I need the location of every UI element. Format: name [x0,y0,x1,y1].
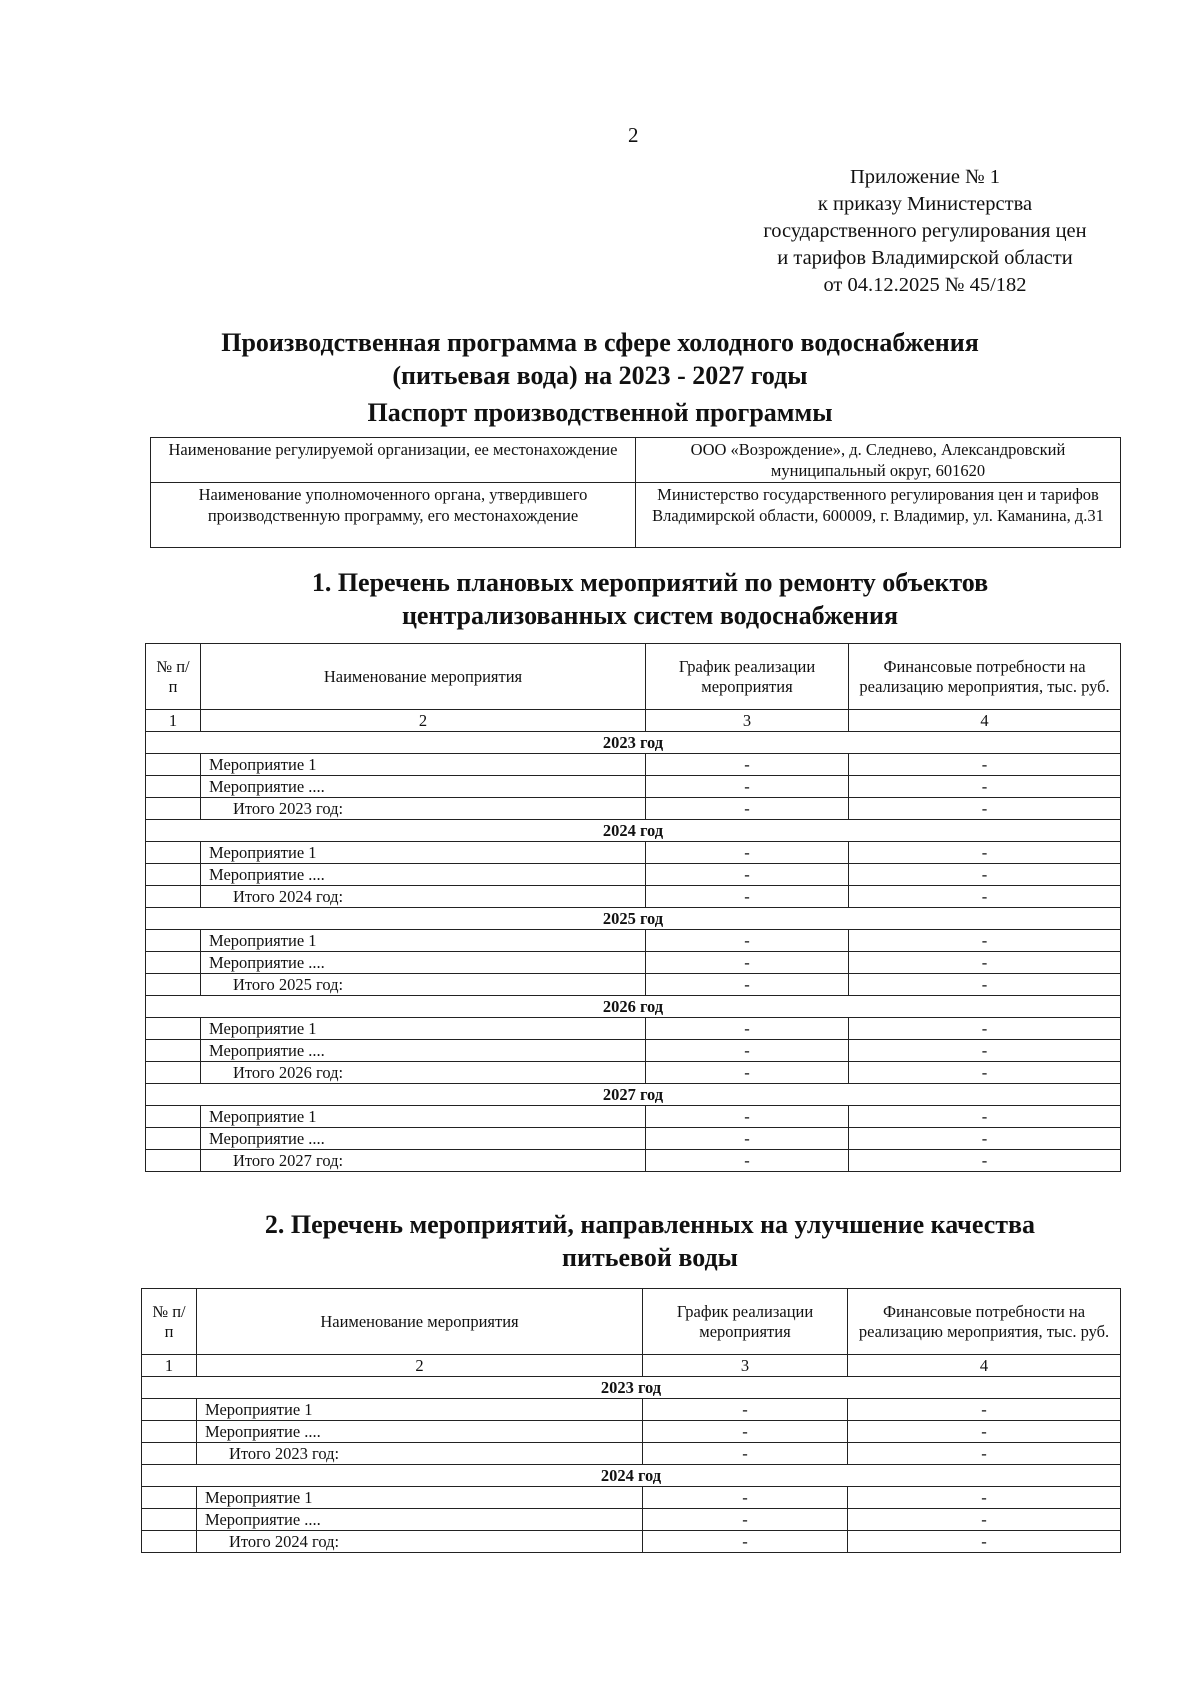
year-label: 2027 год [146,1084,1121,1106]
schedule-value: - [646,842,849,864]
row-number [142,1443,197,1465]
header-finance: Финансовые потребности на реализацию мероприятия, тыс. руб. [848,1289,1121,1355]
table-row [146,952,1121,974]
row-number [146,798,201,820]
year-row [146,732,1121,754]
finance-value: - [849,886,1121,908]
header-schedule: График реализации мероприятия [643,1289,848,1355]
row-number [146,776,201,798]
measure-name: Мероприятие 1 [197,1487,643,1509]
section-title-line: централизованных систем водоснабжения [401,601,899,630]
year-label: 2025 год [146,908,1121,930]
total-label: Итого 2024 год: [201,886,646,908]
finance-value: - [848,1421,1121,1443]
table-row [142,1399,1121,1421]
header-num: № п/п [146,644,201,710]
measure-name: Мероприятие 1 [201,754,646,776]
finance-value: - [849,864,1121,886]
schedule-value: - [646,754,849,776]
quality-measures-table [141,1288,1121,1553]
year-label: 2024 год [146,820,1121,842]
finance-value: - [849,776,1121,798]
table-row [146,1150,1121,1172]
year-row [142,1465,1121,1487]
table-row [142,1509,1121,1531]
schedule-value: - [646,1040,849,1062]
schedule-value: - [643,1531,848,1553]
measure-name: Мероприятие .... [197,1421,643,1443]
table-row [146,864,1121,886]
passport-label: Наименование уполномоченного органа, утвердившего производственную программу, его местонахождение [151,483,636,548]
table-row [146,974,1121,996]
program-title-line: (питьевая вода) на 2023 - 2027 годы [392,361,808,390]
column-number: 3 [646,710,849,732]
header-name: Наименование мероприятия [197,1289,643,1355]
program-title-line: Производственная программа в сфере холодного водоснабжения [221,328,979,357]
repair-measures-table [145,643,1121,1172]
schedule-value: - [646,864,849,886]
schedule-value: - [643,1421,848,1443]
finance-value: - [849,1106,1121,1128]
table-body [146,644,1121,1172]
header-row [146,644,1121,710]
appendix-line: государственного регулирования цен [763,220,1087,242]
row-number [146,1106,201,1128]
column-number: 1 [142,1355,197,1377]
measure-name: Мероприятие 1 [201,842,646,864]
appendix-line: и тарифов Владимирской области [777,247,1073,269]
schedule-value: - [646,798,849,820]
finance-value: - [849,1062,1121,1084]
header-finance: Финансовые потребности на реализацию мероприятия, тыс. руб. [849,644,1121,710]
total-label: Итого 2027 год: [201,1150,646,1172]
measure-name: Мероприятие .... [201,952,646,974]
schedule-value: - [643,1399,848,1421]
row-number [142,1531,197,1553]
schedule-value: - [646,930,849,952]
header-schedule: График реализации мероприятия [646,644,849,710]
total-label: Итого 2024 год: [197,1531,643,1553]
row-number [142,1399,197,1421]
schedule-value: - [646,1128,849,1150]
total-label: Итого 2025 год: [201,974,646,996]
column-number-row [146,710,1121,732]
table-body [142,1289,1121,1553]
section-title-line: 1. Перечень плановых мероприятий по ремонту объектов [311,568,989,597]
table-row [146,842,1121,864]
table-row [146,930,1121,952]
total-label: Итого 2026 год: [201,1062,646,1084]
row-number [146,1150,201,1172]
column-number: 3 [643,1355,848,1377]
schedule-value: - [646,1062,849,1084]
finance-value: - [849,1150,1121,1172]
column-number: 4 [848,1355,1121,1377]
row-number [146,1128,201,1150]
finance-value: - [849,798,1121,820]
row-number [142,1487,197,1509]
measure-name: Мероприятие 1 [201,1106,646,1128]
passport-title: Паспорт производственной программы [367,398,833,427]
table-row [142,1443,1121,1465]
finance-value: - [848,1443,1121,1465]
row-number [146,974,201,996]
finance-value: - [849,974,1121,996]
section2-title [150,1208,1150,1274]
row-number [146,1040,201,1062]
schedule-value: - [643,1443,848,1465]
finance-value: - [848,1399,1121,1421]
schedule-value: - [646,886,849,908]
total-label: Итого 2023 год: [201,798,646,820]
table-row [146,886,1121,908]
measure-name: Мероприятие .... [201,1128,646,1150]
year-label: 2023 год [142,1377,1121,1399]
finance-value: - [849,842,1121,864]
schedule-value: - [646,952,849,974]
year-row [146,820,1121,842]
schedule-value: - [646,776,849,798]
row-number [146,754,201,776]
finance-value: - [849,952,1121,974]
table-row [146,754,1121,776]
year-label: 2024 год [142,1465,1121,1487]
finance-value: - [849,1128,1121,1150]
appendix-line: к приказу Министерства [817,193,1033,215]
finance-value: - [849,930,1121,952]
table-row [146,798,1121,820]
header-num: № п/п [142,1289,197,1355]
year-row [146,1084,1121,1106]
passport-value: ООО «Возрождение», д. Следнево, Александровский муниципальный округ, 601620 [636,438,1121,483]
table-row [146,1128,1121,1150]
appendix-line: от 04.12.2025 № 45/182 [823,274,1027,296]
passport-row [151,483,1121,548]
table-row [146,1062,1121,1084]
table-row [146,1018,1121,1040]
year-label: 2026 год [146,996,1121,1018]
appendix-block [700,164,1150,299]
passport-label: Наименование регулируемой организации, ее местонахождение [151,438,636,483]
schedule-value: - [646,1150,849,1172]
table-row [142,1421,1121,1443]
measure-name: Мероприятие .... [201,864,646,886]
row-number [142,1509,197,1531]
year-row [146,908,1121,930]
finance-value: - [849,1018,1121,1040]
header-row [142,1289,1121,1355]
section-title-line: питьевой воды [562,1243,738,1272]
passport-value: Министерство государственного регулирования цен и тарифов Владимирской области, 600009, г. Владимир, ул. Каманина, д.31 [636,483,1121,548]
finance-value: - [849,1040,1121,1062]
section-title-line: 2. Перечень мероприятий, направленных на улучшение качества [264,1210,1036,1239]
finance-value: - [848,1509,1121,1531]
row-number [146,842,201,864]
program-title [100,326,1100,392]
measure-name: Мероприятие .... [201,776,646,798]
schedule-value: - [643,1487,848,1509]
measure-name: Мероприятие 1 [197,1399,643,1421]
total-label: Итого 2023 год: [197,1443,643,1465]
year-row [146,996,1121,1018]
measure-name: Мероприятие 1 [201,930,646,952]
table-row [146,776,1121,798]
year-row [142,1377,1121,1399]
row-number [146,1062,201,1084]
passport-row [151,438,1121,483]
finance-value: - [848,1487,1121,1509]
measure-name: Мероприятие .... [197,1509,643,1531]
row-number [146,952,201,974]
section1-title [150,566,1150,632]
table-row [142,1531,1121,1553]
schedule-value: - [646,1018,849,1040]
table-row [146,1106,1121,1128]
page-number: 2 [628,123,639,147]
column-number: 4 [849,710,1121,732]
table-row [142,1487,1121,1509]
year-label: 2023 год [146,732,1121,754]
row-number [146,1018,201,1040]
column-number-row [142,1355,1121,1377]
row-number [146,930,201,952]
table-row [146,1040,1121,1062]
column-number: 1 [146,710,201,732]
appendix-line: Приложение № 1 [849,166,1001,188]
row-number [142,1421,197,1443]
header-name: Наименование мероприятия [201,644,646,710]
finance-value: - [849,754,1121,776]
row-number [146,864,201,886]
column-number: 2 [197,1355,643,1377]
schedule-value: - [643,1509,848,1531]
passport-table [150,437,1121,548]
row-number [146,886,201,908]
measure-name: Мероприятие 1 [201,1018,646,1040]
schedule-value: - [646,1106,849,1128]
schedule-value: - [646,974,849,996]
finance-value: - [848,1531,1121,1553]
measure-name: Мероприятие .... [201,1040,646,1062]
column-number: 2 [201,710,646,732]
